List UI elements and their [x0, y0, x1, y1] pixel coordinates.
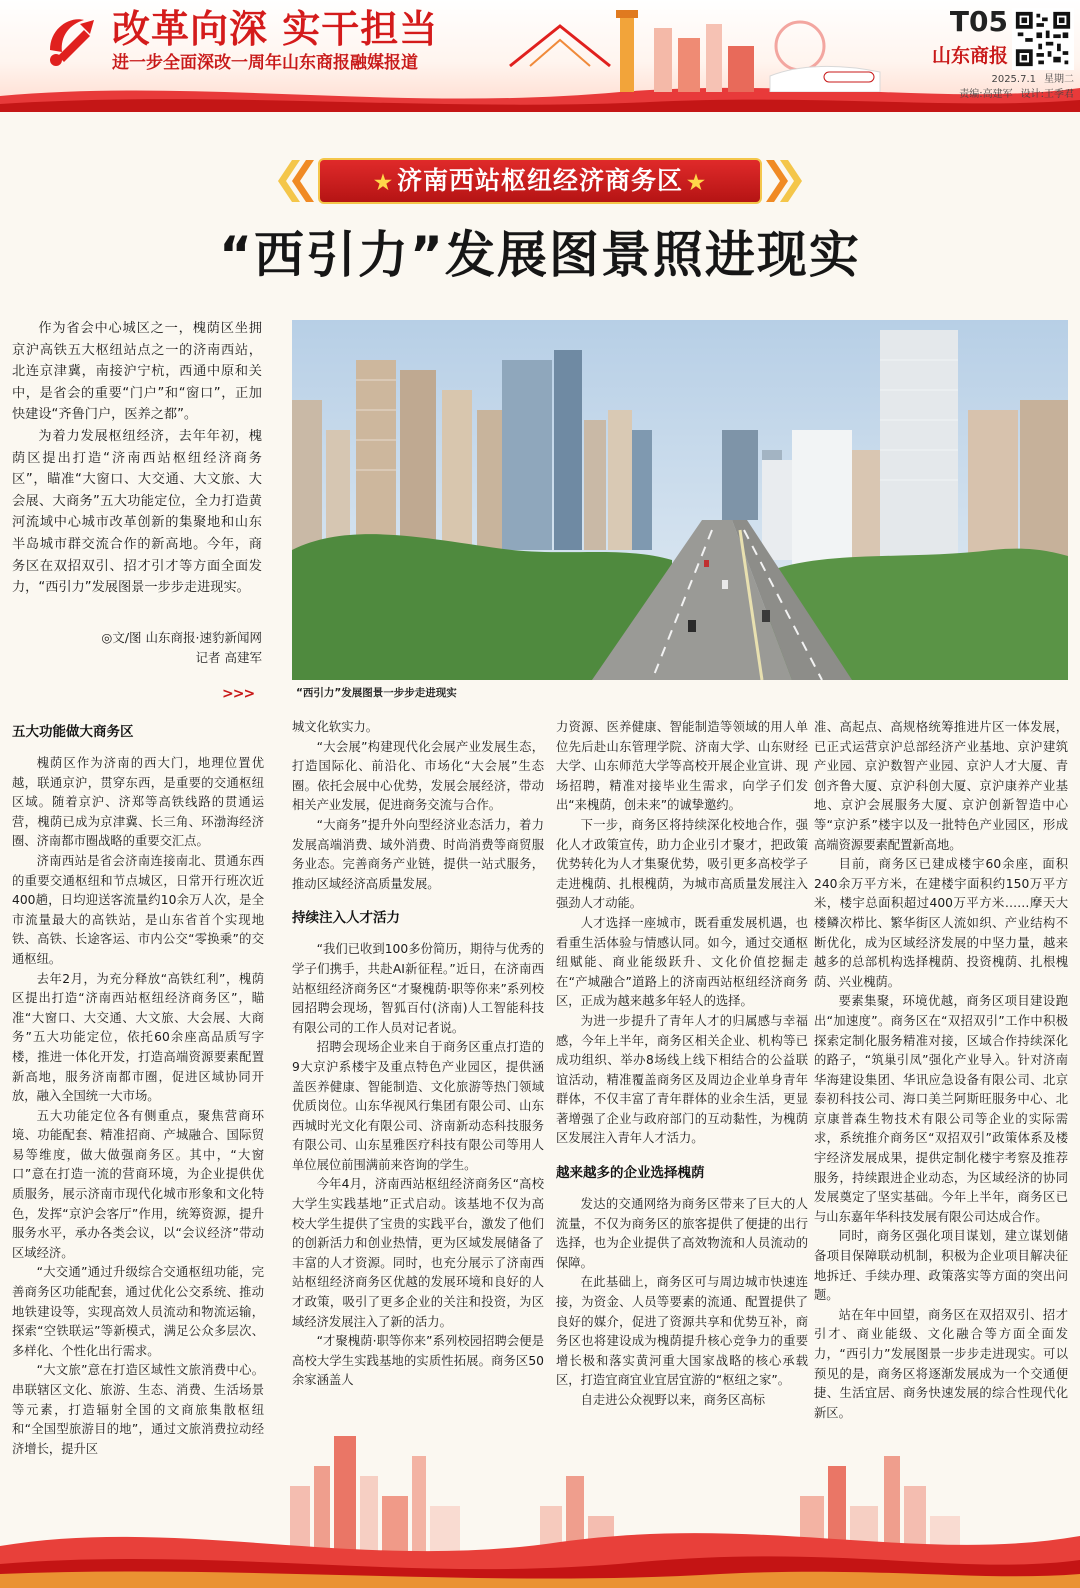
body-column-1 — [12, 718, 264, 1459]
article-headline: “西引力”发展图景照进现实 — [219, 226, 861, 284]
body-paragraph: 同时，商务区强化项目谋划，建立谋划储备项目保障联动机制，积极为企业项目解决征地拆迁、手续办理、政策落实等方面的突出问题。 — [814, 1229, 1068, 1303]
subheading: 持续注入人才活力 — [292, 910, 400, 927]
body-paragraph: 济南西站是省会济南连接南北、贯通东西的重要交通枢纽和节点城区，日常开行班次近400趟，日均迎送客流量约10余万人次，是全市流量最大的高铁站，是山东省首个实现地铁、高铁、长途客运、市内公交“零换乘”的交通枢纽。 — [12, 853, 264, 966]
body-column-4 — [814, 718, 1068, 1423]
body-paragraph: 发达的交通网络为商务区带来了巨大的人流量，不仅为商务区的旅客提供了便捷的出行选择，也为企业提供了高效物流和人员流动的保障。 — [556, 1197, 808, 1270]
body-column-3 — [556, 718, 808, 1411]
star-icon: ★ — [374, 170, 393, 194]
body-paragraph: 要素集聚，环境优越，商务区项目建设跑出“加速度”。商务区在“双招双引”工作中积极探索定制化服务精准对接，区域合作持续深化的路子，“筑巢引凤”强化产业导入。针对济南华海建设集团、华讯应急设备有限公司、北京泰初科技公司、海口美兰阿斯旺服务中心、北京康普森生物技术有限公司等企业的实际需求，系统推介商务区“双招双引”政策体系及楼宇经济发展成果，提供定制化楼宇考察及推荐服务，持续跟进企业动态，为区域经济的协同发展奠定了坚实基础。今年上半年，商务区已与山东嘉年华科技发展有限公司达成合作。 — [814, 994, 1068, 1224]
caption-arrows: >>> — [222, 686, 255, 702]
body-paragraph: 五大功能定位各有侧重点，聚焦营商环境、功能配套、精准招商、产城融合、国际贸易等维度，做大做强商务区。其中，“大窗口”意在打造一流的营商环境，为企业提供优质服务，展示济南市现代化城市形象和文化特色，发挥“京沪会客厅”作用，统筹资源，提升服务水平，承办各类会议，以“会议经济”带动区域经济。 — [12, 1108, 264, 1260]
city-skyline-photo-illustration — [292, 320, 1068, 680]
editor-credit: 责编:高建军 — [959, 89, 1013, 100]
lead-paragraph: 作为省会中心城区之一，槐荫区坐拥京沪高铁五大枢纽站点之一的济南西站，北连京津冀，南接沪宁杭，西通中原和关中，是省会的重要“门户”和“窗口”，正加快建设“齐鲁门户，医养之都”。 — [12, 321, 262, 423]
body-paragraph: 人才选择一座城市，既看重发展机遇，也看重生活体验与情感认同。如今，通过交通枢纽赋能、商业能级跃升、文化价值挖掘走在“产城融合”道路上的济南西站枢纽经济商务区，正成为越来越多年轻人的选择。 — [556, 915, 808, 1009]
body-paragraph: “才聚槐荫·职等你来”系列校园招聘会便是高校大学生实践基地的实质性拓展。商务区50余家涵盖人 — [292, 1334, 544, 1388]
body-paragraph: “大商务”提升外向型经济业态活力，着力发展高端消费、域外消费、时尚消费等商贸服务业态。完善商务产业链，提供一站式服务，推动区域经济高质量发展。 — [292, 817, 544, 891]
body-paragraph: 城文化软实力。 — [292, 720, 379, 734]
banner-slogan: 改革向深 实干担当 — [112, 7, 439, 51]
chevron-left-icon — [276, 158, 316, 204]
body-paragraph: 站在年中回望，商务区在双招双引、招才引才、商业能级、文化融合等方面全面发力，“西引力”发展图景一步步走进现实。可以预见的是，商务区将逐渐发展成为一个交通便捷、生活宜居、商务快速发展的综合性现代化新区。 — [814, 1307, 1068, 1420]
party-emblem-icon — [40, 10, 104, 74]
section-label-block — [276, 158, 804, 204]
article-lead — [12, 318, 262, 599]
subheading: 越来越多的企业选择槐荫 — [556, 1165, 705, 1182]
body-paragraph: 目前，商务区已建成楼宇60余座，面积240余万平方米，在建楼宇面积约150万平方米，楼宇总面积超过400万平方米……摩天大楼鳞次栉比、繁华街区人流如织、产业结构不断优化，成为区域经济发展的中坚力量，越来越多的总部机构选择槐荫、投资槐荫、扎根槐荫、兴业槐荫。 — [814, 857, 1068, 989]
issue-weekday: 星期二 — [1044, 74, 1074, 85]
body-column-2 — [292, 718, 544, 1391]
section-label — [318, 158, 762, 204]
body-paragraph: “我们已收到100多份简历，期待与优秀的学子们携手，共赴AI新征程。”近日，在济南西站枢纽经济商务区“才聚槐荫·职等你来”系列校园招聘会现场，智狐百付(济南)人工智能科技有限公司的工作人员对记者说。 — [292, 942, 544, 1035]
body-paragraph: 自走进公众视野以来，商务区高标 — [580, 1393, 766, 1407]
body-paragraph: 槐荫区作为济南的西大门，地理位置优越，联通京沪，贯穿东西，是重要的交通枢纽区域。随着京沪、济郑等高铁线路的贯通运营，槐荫已成为京津冀、长三角、环渤海经济圈、济南都市圈战略的重要交汇点。 — [12, 756, 264, 849]
banner-landmark-illustration — [470, 6, 890, 92]
body-paragraph: 力资源、医养健康、智能制造等领域的用人单位先后赴山东管理学院、济南大学、山东财经大学、山东师范大学等高校开展企业宣讲、现场招聘，精准对接毕业生需求，向学子们发出“来槐荫，创未来”的诚挚邀约。 — [556, 720, 808, 813]
banner-subslogan: 进一步全面深改一周年山东商报融媒报道 — [112, 53, 418, 73]
editor-credits — [880, 89, 1074, 101]
bottom-skyline-decoration — [0, 1396, 1080, 1588]
star-icon: ★ — [687, 170, 706, 194]
body-paragraph: “大会展”构建现代化会展产业发展生态，打造国际化、前沿化、市场化“大会展”生态圈。依托会展中心优势，发展会展经济，带动相关产业发展，促进商务交流与合作。 — [292, 739, 544, 813]
photo-caption: “西引力”发展图景一步步走进现实 — [296, 687, 457, 699]
issue-date-line — [900, 74, 1074, 86]
section-label-text: 济南西站枢纽经济商务区 — [396, 166, 683, 195]
page-number: T05 — [949, 5, 1008, 38]
newspaper-name: 山东商报 — [931, 45, 1008, 67]
article-photo — [292, 320, 1068, 680]
body-paragraph: 今年4月，济南西站枢纽经济商务区“高校大学生实践基地”正式启动。该基地不仅为高校大学生提供了宝贵的实践平台，激发了他们的创新活力和创业热情，更为区域发展储备了丰富的人才资源。同时，也充分展示了济南西站枢纽经济商务区优越的发展环境和良好的人才政策，吸引了更多企业的关注和投资，为区域经济发展注入了新的活力。 — [292, 1177, 544, 1329]
body-paragraph: “大文旅”意在打造区域性文旅消费中心。串联辖区文化、旅游、生态、消费、生活场景等元素，打造辐射全国的文商旅集散枢纽和“全国型旅游目的地”，通过文旅消费拉动经济增长，提升区 — [12, 1363, 264, 1456]
subheading: 五大功能做大商务区 — [12, 724, 134, 740]
body-paragraph: 招聘会现场企业来自于商务区重点打造的9大京沪系楼宇及重点特色产业园区，提供涵盖医养健康、智能制造、文化旅游等热门领域优质岗位。山东华视风行集团有限公司、山东西城时光文化有限公司、济南新动态科技服务有限公司、山东星雅医疗科技有限公司等用人单位展位前围满前来咨询的学生。 — [292, 1040, 544, 1172]
body-paragraph: 去年2月，为充分释放“高铁红利”，槐荫区提出打造“济南西站枢纽经济商务区”，瞄准“大窗口、大交通、大文旅、大会展、大商务”五大功能定位，依托60余座高品质写字楼，推进一体化开发，打造高端资源要素配置新高地，服务济南都市圈，促进区域协同开放，融入全国统一大市场。 — [12, 971, 264, 1104]
body-paragraph: 准、高起点、高规格统筹推进片区一体发展，已正式运营京沪总部经济产业基地、京沪建筑产业园、京沪数智产业园、京沪人才大厦、青创齐鲁大厦、京沪科创大厦、京沪康养产业基地、京沪会展服务大厦、京沪创新智造中心等“京沪系”楼宇以及一批特色产业园区，形成高端资源要素配置新高地。 — [814, 720, 1068, 852]
designer-credit: 设计:王季君 — [1020, 89, 1074, 100]
issue-date: 2025.7.1 — [991, 74, 1036, 85]
byline-reporter: 记者 高建军 — [195, 650, 262, 665]
chevron-right-icon — [764, 158, 804, 204]
body-paragraph: 在此基础上，商务区可与周边城市快速连接，为资金、人员等要素的流通、配置提供了良好的媒介，促进了资源共享和优势互补，商务区也将建设成为槐荫提升核心竞争力的重要增长极和落实黄河重大国家战略的核心承载区，打造宜商宜业宜居宜游的“枢纽之家”。 — [556, 1275, 808, 1388]
body-paragraph: “大交通”通过升级综合交通枢纽功能，完善商务区功能配套，通过优化公交系统、推动地铁建设等，实现高效人员流动和物流运输，探索“空铁联运”等新模式，满足公众多层次、多样化、个性化出行需求。 — [12, 1265, 264, 1358]
body-paragraph: 为进一步提升了青年人才的归属感与幸福感，今年上半年，商务区相关企业、机构等已成功组织、举办8场线上线下相结合的公益联谊活动，精准覆盖商务区及周边企业单身青年群体，不仅丰富了青年群体的业余生活，更显著增强了企业与政府部门的互动黏性，为槐荫区发展注入青年人才活力。 — [556, 1013, 808, 1146]
lead-paragraph: 为着力发展枢纽经济，去年年初，槐荫区提出打造“济南西站枢纽经济商务区”，瞄准“大窗口、大交通、大文旅、大会展、大商务”五大功能定位，全力打造黄河流域中心城市改革创新的集聚地和山东半岛城市群交流合作的新高地。今年，商务区在双招双引、招才引才等方面全面发力，“西引力”发展图景一步步走进现实。 — [12, 428, 262, 596]
byline-source: ◎文/图 山东商报·速豹新闻网 — [101, 630, 262, 645]
masthead-banner — [0, 0, 1080, 112]
qr-code-icon — [1012, 8, 1074, 70]
article-byline — [12, 628, 262, 668]
body-paragraph: 下一步，商务区将持续深化校地合作，强化人才政策宣传，助力企业引才聚才，把政策优势转化为人才集聚优势，吸引更多高校学子走进槐荫、扎根槐荫，为城市高质量发展注入强劲人才动能。 — [556, 817, 808, 911]
